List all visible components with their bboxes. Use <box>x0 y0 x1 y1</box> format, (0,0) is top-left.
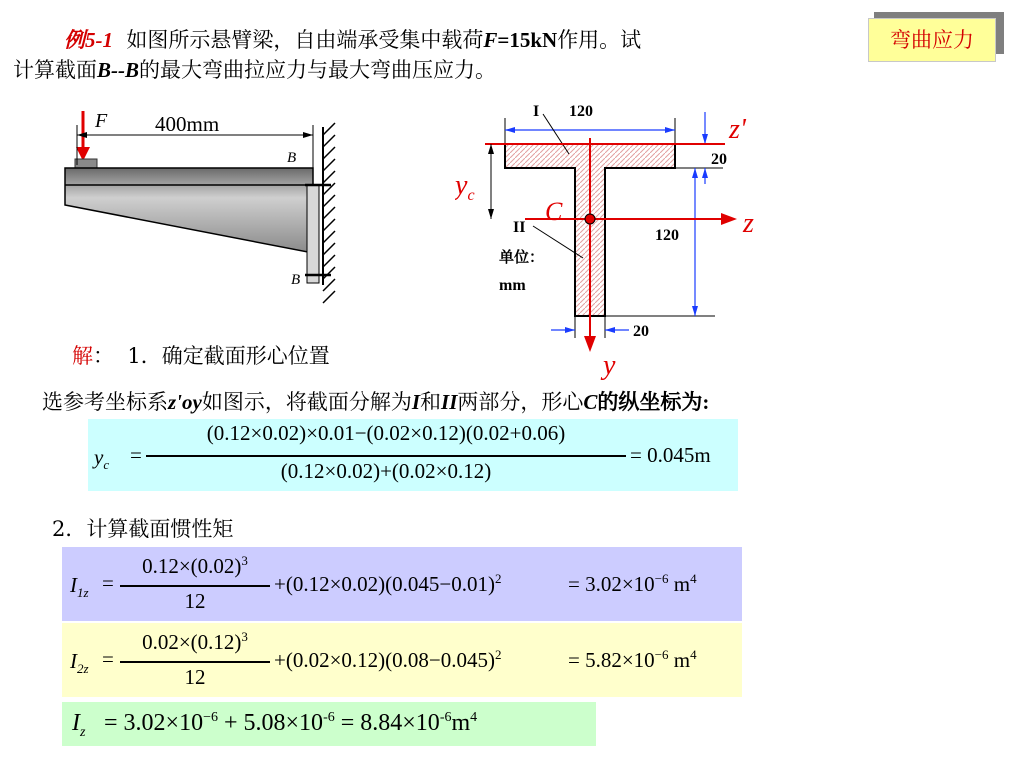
yc-symbol: $y_c$ <box>455 170 475 204</box>
eq-yc-denominator: (0.12×0.02)+(0.02×0.12) <box>280 459 492 483</box>
eq-i2z-term: $+(0.02\times 0.12)(0.08-0.045)^2$ <box>274 647 502 672</box>
equation-iz-total <box>62 702 596 746</box>
eq-i2z-fraction-bar <box>120 661 270 663</box>
para-text-a: 选参考坐标系 <box>42 390 168 414</box>
para-text-c: 两部分，形心 <box>457 390 584 414</box>
eq-yc-lhs: $y_c$ <box>94 445 110 473</box>
solution-paragraph <box>42 388 709 416</box>
centroid-point <box>585 214 595 224</box>
section-cut-line <box>305 185 331 283</box>
eq-iz-terms: = $3.02\times 10^{-6} + 5.08\times 10^{-6} = 8.84\times 10^{-6}m^4$ <box>104 710 478 736</box>
z-axis-label: z <box>743 208 754 239</box>
section-name: B--B <box>97 58 139 82</box>
eq-i1z-lhs: $I_{1z}$ <box>70 573 89 601</box>
problem-text-2b: 的最大弯曲拉应力与最大弯曲压应力。 <box>139 58 496 82</box>
solution-step-1 <box>72 342 330 370</box>
centroid-label: C <box>545 197 563 226</box>
eq-i2z-lhs: $I_{2z}$ <box>70 649 89 677</box>
eq-i2z-numerator: $0.02\times(0.12)^3$ <box>142 629 248 654</box>
flange-thickness-dimension <box>675 112 723 184</box>
equation-yc <box>88 419 738 491</box>
tag-label: 弯曲应力 <box>868 18 996 62</box>
beam-body <box>65 168 313 253</box>
para-text-b: 如图示，将截面分解为 <box>201 390 412 414</box>
load-pad <box>75 159 97 168</box>
eq-i2z-result: = $5.82\times 10^{-6}$ $m^4$ <box>568 647 697 672</box>
force-symbol: F <box>483 28 498 52</box>
flange-thickness-label: 20 <box>711 151 727 168</box>
problem-text-1a: 如图所示悬臂梁，自由端承受集中载荷 <box>126 28 484 52</box>
eq-iz-lhs: $I_z$ <box>72 710 86 740</box>
step-1-title: 1．确定截面形心位置 <box>127 344 330 368</box>
eq-yc-fraction-bar <box>146 455 626 457</box>
equation-i1z <box>62 547 742 621</box>
equation-i2z <box>62 623 742 697</box>
web-thickness-label: 20 <box>633 323 649 340</box>
part-ii-ref: II <box>441 390 458 414</box>
y-axis-label: y <box>603 350 616 380</box>
yc-dimension <box>488 144 494 219</box>
section-label-bottom: B <box>291 272 301 288</box>
force-value: =15kN <box>497 28 558 52</box>
problem-line-2 <box>13 56 496 84</box>
eq-i1z-numerator: $0.12\times(0.02)^3$ <box>142 553 248 578</box>
length-label: 400mm <box>155 112 220 136</box>
eq-i2z-equals: = <box>102 647 114 671</box>
eq-i2z-denominator: 12 <box>184 665 206 689</box>
eq-i1z-term: $+(0.12\times 0.02)(0.045-0.01)^2$ <box>274 571 502 596</box>
web-height-label: 120 <box>655 227 679 244</box>
t-section-figure <box>455 98 785 380</box>
section-label-top: B <box>287 150 297 166</box>
unit-value: mm <box>499 277 526 294</box>
eq-yc-equals: = <box>130 443 142 467</box>
unit-caption: 单位： <box>499 248 545 266</box>
part-2-label: II <box>513 219 526 236</box>
z-prime-label: z' <box>729 114 746 145</box>
section-topic-tag <box>868 18 998 68</box>
flange-width-label: 120 <box>569 103 593 120</box>
eq-yc-numerator: (0.12×0.02)×0.01−(0.02×0.12)(0.02+0.06) <box>206 421 566 445</box>
solution-label: 解 <box>72 344 93 368</box>
problem-text-1b: 作用。试 <box>557 28 642 52</box>
coord-system: z'oy <box>168 390 202 414</box>
eq-i1z-equals: = <box>102 571 114 595</box>
para-text-d: 的纵坐标为: <box>597 390 710 414</box>
part-1-label: I <box>533 103 540 120</box>
solution-colon: ： <box>93 344 114 368</box>
solution-step-2: 2．计算截面惯性矩 <box>52 517 234 541</box>
part-i-ref: I <box>411 390 421 414</box>
cantilever-beam-figure <box>55 105 365 315</box>
centroid-ref: C <box>583 390 598 414</box>
force-label: F <box>95 110 108 132</box>
eq-i1z-result: = $3.02\times 10^{-6}$ $m^4$ <box>568 571 697 596</box>
para-and: 和 <box>420 390 442 414</box>
problem-line-1 <box>64 26 641 54</box>
eq-yc-result: = 0.045m <box>630 443 711 467</box>
problem-text-2a: 计算截面 <box>13 58 97 82</box>
eq-i1z-fraction-bar <box>120 585 270 587</box>
example-label: 例5-1 <box>64 28 113 52</box>
eq-i1z-denominator: 12 <box>184 589 206 613</box>
